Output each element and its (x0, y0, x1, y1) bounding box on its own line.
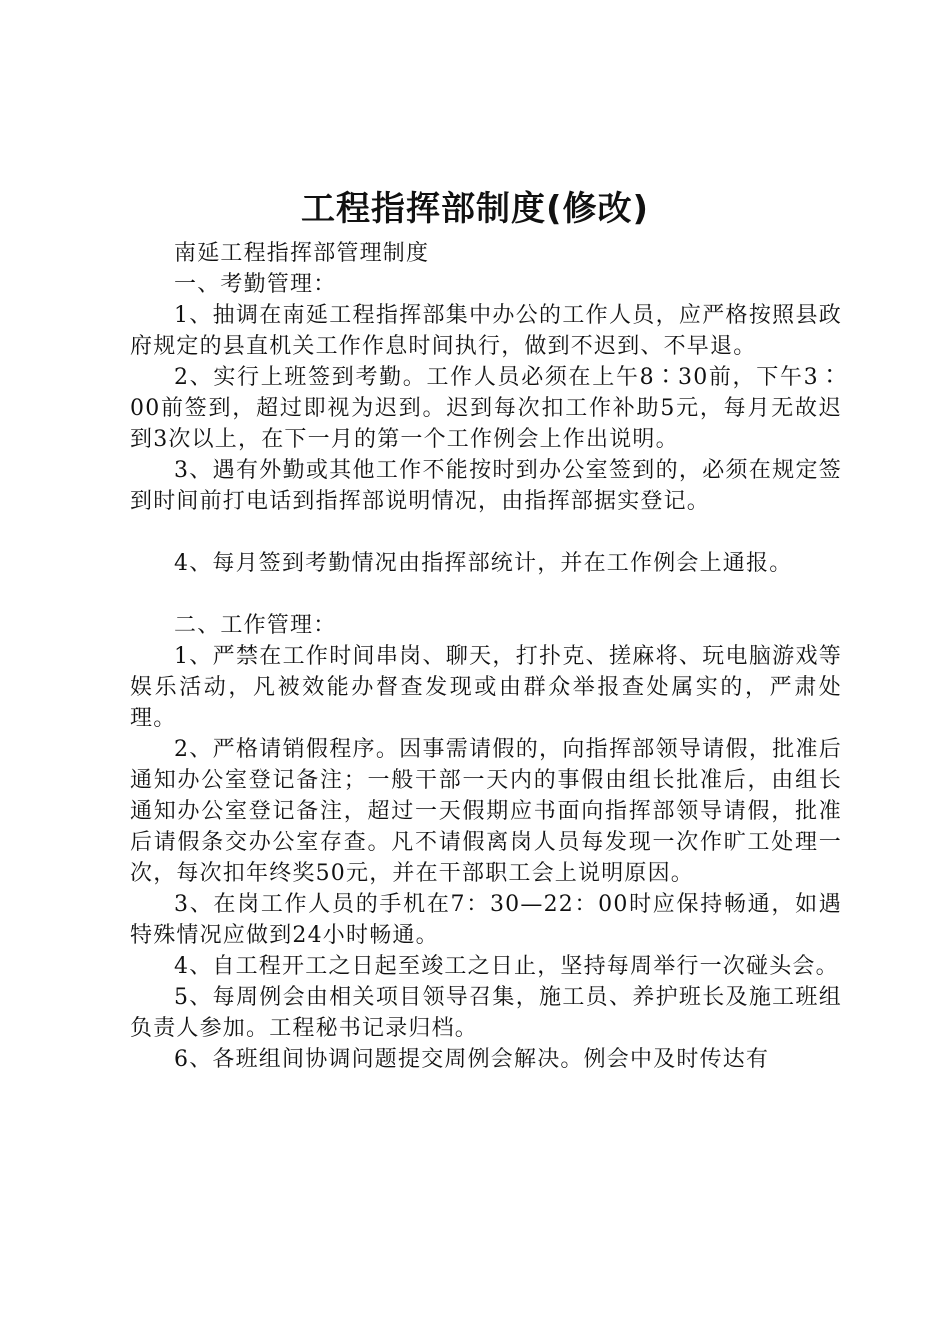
paragraph-spacer (130, 517, 842, 548)
document-body (130, 238, 842, 1075)
paragraph-attendance-4: 4、每月签到考勤情况由指挥部统计，并在工作例会上通报。 (174, 551, 793, 576)
paragraph-attendance-1: 1、抽调在南延工程指挥部集中办公的工作人员，应严格按照县政府规定的县直机关工作作息时间执行，做到不迟到、不早退。 (130, 303, 842, 359)
section-heading-attendance: 一、考勤管理： (174, 272, 337, 297)
paragraph-attendance-2: 2、实行上班签到考勤。工作人员必须在上午8∶30前，下午3∶00前签到，超过即视为迟到。迟到每次扣工作补助5元，每月无故迟到3次以上，在下一月的第一个工作例会上作出说明。 (130, 365, 842, 452)
paragraph-work-4: 4、自工程开工之日起至竣工之日止，坚持每周举行一次碰头会。 (174, 954, 839, 979)
subtitle-paragraph: 南延工程指挥部管理制度 (174, 241, 430, 266)
paragraph-attendance-3: 3、遇有外勤或其他工作不能按时到办公室签到的，必须在规定签到时间前打电话到指挥部说明情况，由指挥部据实登记。 (130, 458, 842, 514)
paragraph-work-3: 3、在岗工作人员的手机在7：30—22：00时应保持畅通，如遇特殊情况应做到24小时畅通。 (130, 892, 842, 948)
paragraph-work-1: 1、严禁在工作时间串岗、聊天，打扑克、搓麻将、玩电脑游戏等娱乐活动，凡被效能办督查发现或由群众举报查处属实的，严肃处理。 (130, 644, 842, 731)
paragraph-spacer (130, 579, 842, 610)
paragraph-work-2: 2、严格请销假程序。因事需请假的，向指挥部领导请假，批准后通知办公室登记备注；一般干部一天内的事假由组长批准后，由组长通知办公室登记备注，超过一天假期应书面向指挥部领导请假，批准后请假条交办公室存查。凡不请假离岗人员每发现一次作旷工处理一次，每次扣年终奖50元，并在干部职工会上说明原因。 (130, 737, 842, 886)
section-heading-work: 二、工作管理： (174, 613, 337, 638)
paragraph-work-5: 5、每周例会由相关项目领导召集，施工员、养护班长及施工班组负责人参加。工程秘书记录归档。 (130, 985, 842, 1041)
paragraph-work-6: 6、各班组间协调问题提交周例会解决。例会中及时传达有 (174, 1047, 770, 1072)
document-title: 工程指挥部制度(修改) (300, 189, 650, 229)
